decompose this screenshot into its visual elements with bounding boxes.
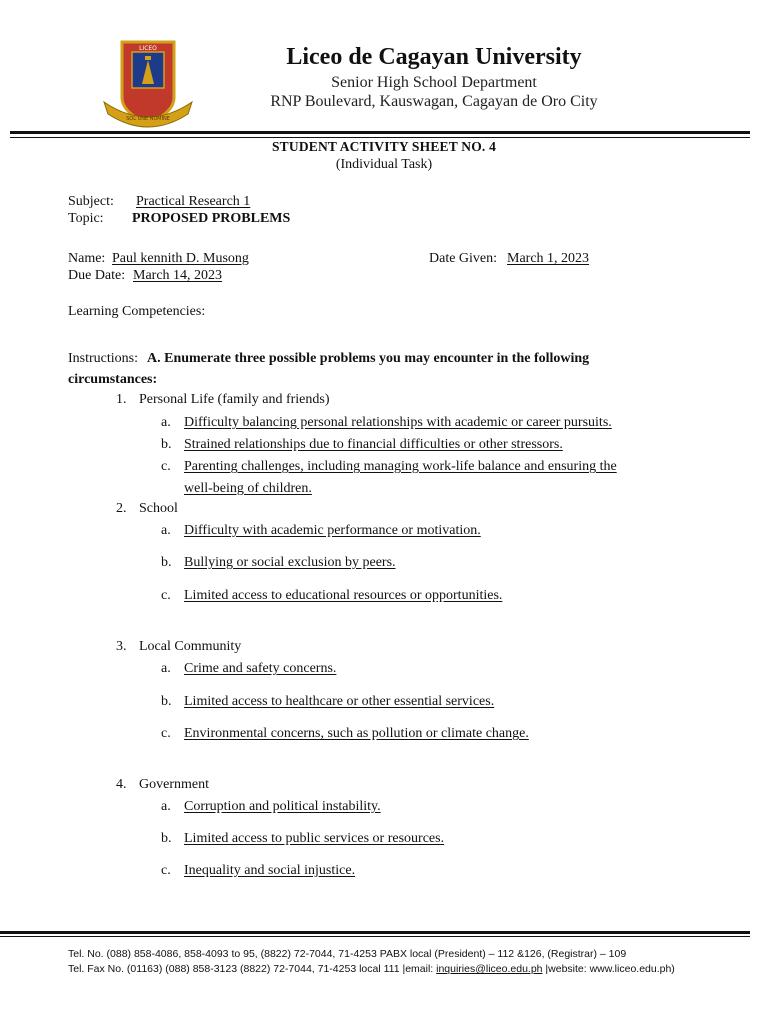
learning-competencies-label: Learning Competencies: xyxy=(68,304,206,319)
instructions-label: Instructions: xyxy=(68,351,138,366)
section-title: School xyxy=(139,501,178,516)
item-letter: a. xyxy=(161,799,171,814)
topic-value: PROPOSED PROBLEMS xyxy=(132,211,291,226)
section-number: 3. xyxy=(116,639,127,654)
activity-sheet-subtitle: (Individual Task) xyxy=(335,157,433,172)
item-letter: c. xyxy=(161,459,171,474)
list-item: Parenting challenges, including managing work-life balance and ensuring the xyxy=(184,459,617,474)
footer-website-text: |website: www.liceo.edu.ph) xyxy=(542,963,675,975)
date-given-value: March 1, 2023 xyxy=(507,251,590,266)
due-date-value: March 14, 2023 xyxy=(133,268,223,283)
section-title: Government xyxy=(139,777,209,792)
list-item: Inequality and social injustice. xyxy=(184,863,356,878)
list-item: Limited access to public services or resources. xyxy=(184,831,445,846)
item-letter: c. xyxy=(161,588,171,603)
item-letter: a. xyxy=(161,415,171,430)
list-item: Corruption and political instability. xyxy=(184,799,381,814)
instructions-text-line1: A. Enumerate three possible problems you may encounter in the following xyxy=(147,351,590,366)
student-name: Paul kennith D. Musong xyxy=(112,251,249,266)
item-letter: b. xyxy=(161,694,172,709)
subject-value: Practical Research 1 xyxy=(136,194,251,209)
list-item: Strained relationships due to financial difficulties or other stressors. xyxy=(184,437,563,452)
list-item: Bullying or social exclusion by peers. xyxy=(184,555,396,570)
date-given-label: Date Given: xyxy=(429,251,498,266)
instructions-text-line2: circumstances: xyxy=(68,372,158,387)
list-item: Difficulty with academic performance or motivation. xyxy=(184,523,481,538)
footer-divider-thin xyxy=(0,936,750,937)
footer-divider-thick xyxy=(0,931,750,934)
department-name: Senior High School Department xyxy=(331,74,537,91)
footer-fax-text: Tel. Fax No. (01163) (088) 858-3123 (8822) 72-7044, 71-4253 local 111 |email: xyxy=(68,963,437,975)
due-date-label: Due Date: xyxy=(68,268,126,283)
header-divider-thin xyxy=(10,137,750,138)
item-letter: a. xyxy=(161,661,171,676)
footer-contact-line1: Tel. No. (088) 858-4086, 858-4093 to 95, (8822) 72-7044, 71-4253 PABX local (President) – 112 &126, (Registrar) – 109 xyxy=(68,948,627,960)
svg-text:LICEO: LICEO xyxy=(139,45,157,52)
section-number: 1. xyxy=(116,392,127,407)
footer-contact-line2 xyxy=(68,963,675,975)
item-letter: a. xyxy=(161,523,171,538)
item-letter: b. xyxy=(161,831,172,846)
university-address: RNP Boulevard, Kauswagan, Cagayan de Oro City xyxy=(270,93,598,110)
footer-email-link[interactable]: inquiries@liceo.edu.ph xyxy=(436,963,543,975)
activity-sheet-title: STUDENT ACTIVITY SHEET NO. 4 xyxy=(271,139,497,154)
item-letter: b. xyxy=(161,437,172,452)
list-item: Environmental concerns, such as pollution or climate change. xyxy=(184,726,529,741)
item-letter: c. xyxy=(161,863,171,878)
list-item: Difficulty balancing personal relationships with academic or career pursuits. xyxy=(184,415,612,430)
item-letter: c. xyxy=(161,726,171,741)
header-divider-thick xyxy=(10,131,750,134)
name-label: Name: xyxy=(68,251,106,266)
section-number: 4. xyxy=(116,777,127,792)
section-title: Personal Life (family and friends) xyxy=(139,392,330,407)
topic-label: Topic: xyxy=(68,211,104,226)
list-item: Crime and safety concerns. xyxy=(184,661,337,676)
university-name: Liceo de Cagayan University xyxy=(286,44,582,70)
list-item-continuation: well-being of children. xyxy=(184,481,312,496)
item-letter: b. xyxy=(161,555,172,570)
section-number: 2. xyxy=(116,501,127,516)
subject-label: Subject: xyxy=(68,194,114,209)
svg-text:SOL UNE NUMINE: SOL UNE NUMINE xyxy=(126,116,170,122)
section-title: Local Community xyxy=(139,639,242,654)
list-item: Limited access to healthcare or other essential services. xyxy=(184,694,495,709)
list-item: Limited access to educational resources or opportunities. xyxy=(184,588,503,603)
